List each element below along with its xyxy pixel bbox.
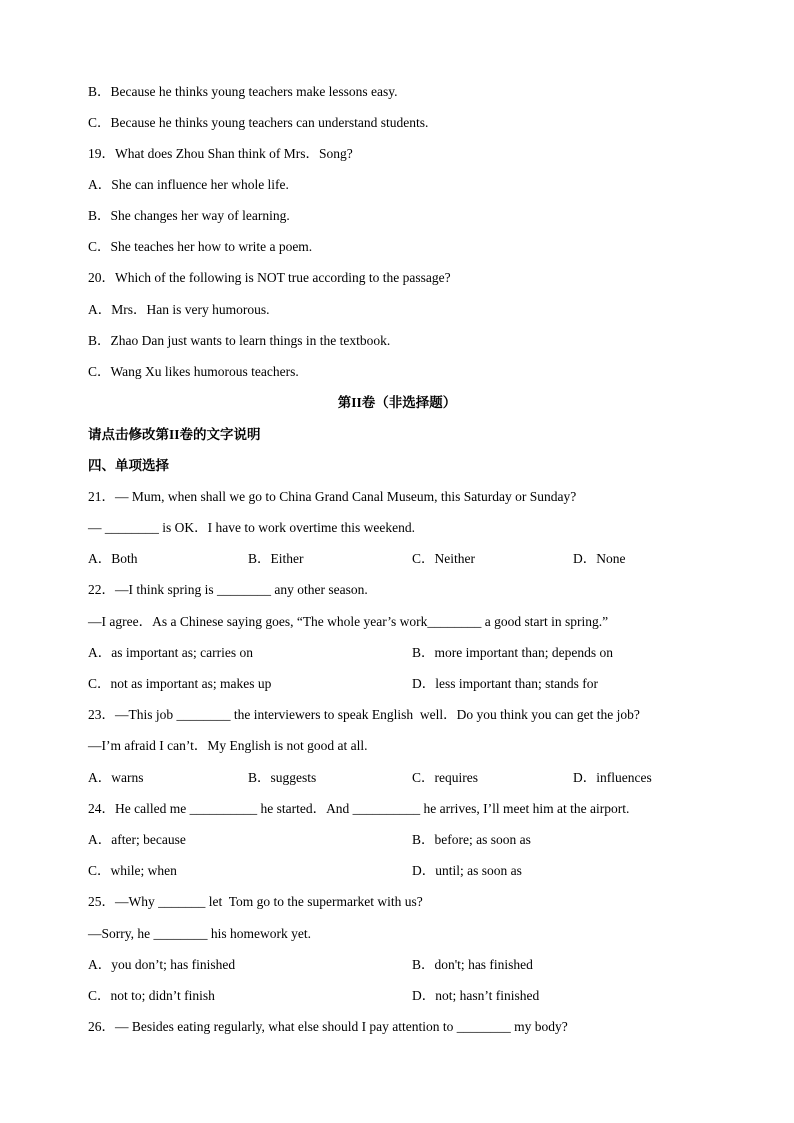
q21-reply: — ________ is OK．I have to work overtime this weekend. bbox=[88, 520, 415, 535]
q20-option-a: A．Mrs．Han is very humorous. bbox=[88, 302, 270, 317]
q23-stem: 23．—This job ________ the interviewers to speak English well．Do you think you can get the job? bbox=[88, 707, 640, 722]
q25-option-a: A．you don’t; has finished bbox=[88, 957, 236, 972]
q19-option-c: C．She teaches her how to write a poem. bbox=[88, 239, 313, 254]
q23-option-b: B．suggests bbox=[248, 770, 317, 785]
q19-option-a: A．She can influence her whole life. bbox=[88, 177, 289, 192]
q20-stem: 20．Which of the following is NOT true according to the passage? bbox=[88, 270, 451, 285]
q22-option-b: B．more important than; depends on bbox=[412, 645, 613, 660]
q23-option-c: C．requires bbox=[412, 770, 478, 785]
q22-reply: —I agree．As a Chinese saying goes, “The whole year’s work________ a good start in spring.” bbox=[88, 614, 609, 629]
q23-reply: —I’m afraid I can’t．My English is not good at all. bbox=[88, 738, 368, 753]
q18-option-c: C．Because he thinks young teachers can understand students. bbox=[88, 115, 429, 130]
q25-option-c: C．not to; didn’t finish bbox=[88, 988, 215, 1003]
q22-option-c: C．not as important as; makes up bbox=[88, 676, 272, 691]
q25-stem: 25．—Why _______ let Tom go to the supermarket with us? bbox=[88, 894, 423, 909]
q25-option-d: D．not; hasn’t finished bbox=[412, 988, 540, 1003]
q24-option-b: B．before; as soon as bbox=[412, 832, 531, 847]
q23-option-a: A．warns bbox=[88, 770, 144, 785]
q21-option-b: B．Either bbox=[248, 551, 304, 566]
q25-reply: —Sorry, he ________ his homework yet. bbox=[88, 926, 311, 941]
q26-stem: 26．— Besides eating regularly, what else should I pay attention to ________ my body? bbox=[88, 1019, 568, 1034]
q21-option-a: A．Both bbox=[88, 551, 138, 566]
q19-stem: 19．What does Zhou Shan think of Mrs．Song? bbox=[88, 146, 353, 161]
section-heading: 四、单项选择 bbox=[88, 458, 169, 473]
q21-option-d: D．None bbox=[573, 551, 626, 566]
q22-option-d: D．less important than; stands for bbox=[412, 676, 598, 691]
q19-option-b: B．She changes her way of learning. bbox=[88, 208, 290, 223]
q24-option-c: C．while; when bbox=[88, 863, 177, 878]
q20-option-b: B．Zhao Dan just wants to learn things in the textbook. bbox=[88, 333, 391, 348]
q21-stem: 21．— Mum, when shall we go to China Grand Canal Museum, this Saturday or Sunday? bbox=[88, 489, 577, 504]
section-note: 请点击修改第II卷的文字说明 bbox=[88, 427, 261, 442]
q25-option-b: B．don't; has finished bbox=[412, 957, 533, 972]
q21-option-c: C．Neither bbox=[412, 551, 475, 566]
q20-option-c: C．Wang Xu likes humorous teachers. bbox=[88, 364, 299, 379]
q24-option-d: D．until; as soon as bbox=[412, 863, 522, 878]
q18-option-b: B．Because he thinks young teachers make lessons easy. bbox=[88, 84, 398, 99]
q22-option-a: A．as important as; carries on bbox=[88, 645, 253, 660]
q22-stem: 22．—I think spring is ________ any other season. bbox=[88, 582, 368, 597]
q23-option-d: D．influences bbox=[573, 770, 652, 785]
q24-stem: 24．He called me __________ he started．And __________ he arrives, I’ll meet him at the airport. bbox=[88, 801, 630, 816]
q24-option-a: A．after; because bbox=[88, 832, 186, 847]
section-title: 第II卷（非选择题） bbox=[337, 395, 457, 410]
